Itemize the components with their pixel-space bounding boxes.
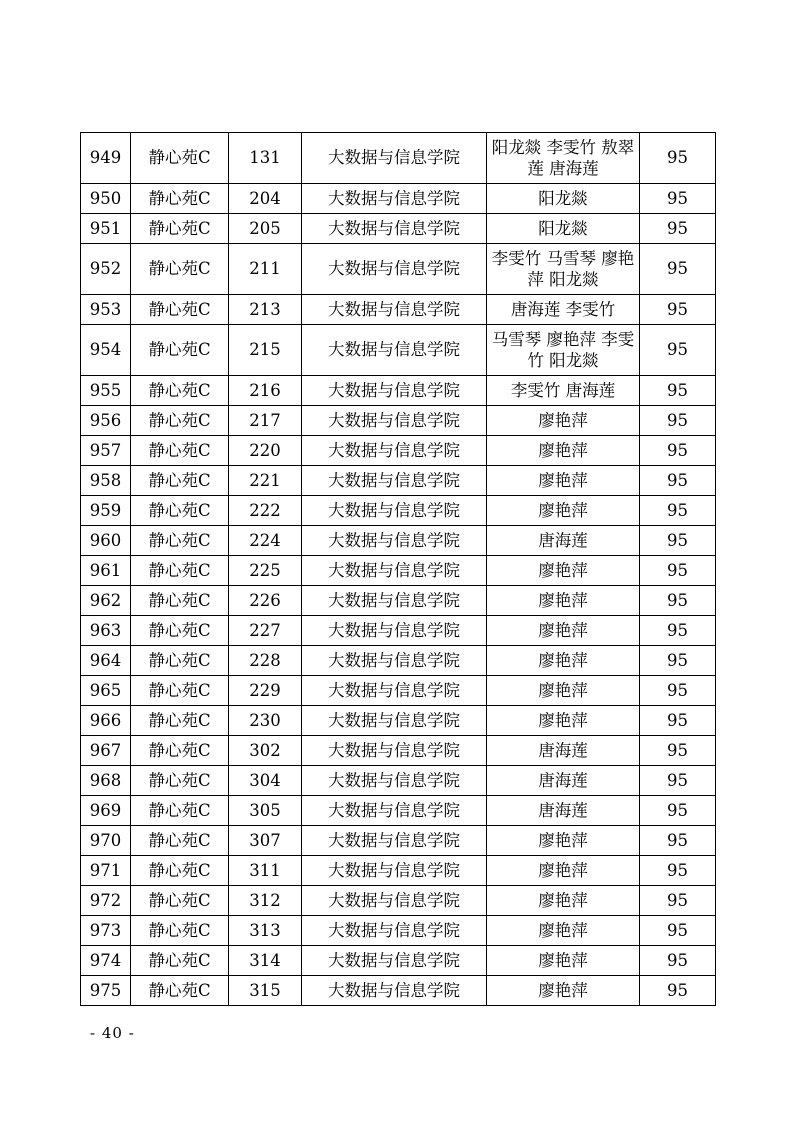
- building-cell: 静心苑C: [131, 646, 229, 676]
- row-number: 972: [81, 886, 131, 916]
- college-cell: 大数据与信息学院: [302, 376, 487, 406]
- score-cell: 95: [640, 184, 716, 214]
- inspectors-cell: 唐海莲 李雯竹: [487, 295, 640, 325]
- table-row: [81, 946, 716, 976]
- college-cell: 大数据与信息学院: [302, 856, 487, 886]
- building-cell: 静心苑C: [131, 556, 229, 586]
- table-row: [81, 376, 716, 406]
- table-row: [81, 406, 716, 436]
- score-cell: 95: [640, 976, 716, 1006]
- room-cell: 213: [229, 295, 302, 325]
- building-cell: 静心苑C: [131, 826, 229, 856]
- score-cell: 95: [640, 133, 716, 184]
- score-cell: 95: [640, 376, 716, 406]
- inspectors-cell: 李雯竹 唐海莲: [487, 376, 640, 406]
- score-cell: 95: [640, 586, 716, 616]
- building-cell: 静心苑C: [131, 616, 229, 646]
- college-cell: 大数据与信息学院: [302, 406, 487, 436]
- inspectors-cell: 廖艳萍: [487, 466, 640, 496]
- table-row: [81, 496, 716, 526]
- room-cell: 217: [229, 406, 302, 436]
- building-cell: 静心苑C: [131, 886, 229, 916]
- building-cell: 静心苑C: [131, 766, 229, 796]
- college-cell: 大数据与信息学院: [302, 736, 487, 766]
- room-cell: 229: [229, 676, 302, 706]
- inspectors-cell: 廖艳萍: [487, 406, 640, 436]
- building-cell: 静心苑C: [131, 586, 229, 616]
- score-cell: 95: [640, 676, 716, 706]
- college-cell: 大数据与信息学院: [302, 295, 487, 325]
- building-cell: 静心苑C: [131, 214, 229, 244]
- inspectors-cell: 阳龙燚: [487, 214, 640, 244]
- row-number: 971: [81, 856, 131, 886]
- table-row: [81, 133, 716, 184]
- building-cell: 静心苑C: [131, 526, 229, 556]
- row-number: 975: [81, 976, 131, 1006]
- row-number: 951: [81, 214, 131, 244]
- inspectors-cell: 阳龙燚: [487, 184, 640, 214]
- building-cell: 静心苑C: [131, 466, 229, 496]
- table-row: [81, 586, 716, 616]
- score-cell: 95: [640, 706, 716, 736]
- table-row: [81, 736, 716, 766]
- room-cell: 304: [229, 766, 302, 796]
- building-cell: 静心苑C: [131, 184, 229, 214]
- room-cell: 311: [229, 856, 302, 886]
- inspectors-cell: 廖艳萍: [487, 856, 640, 886]
- room-cell: 205: [229, 214, 302, 244]
- score-cell: 95: [640, 886, 716, 916]
- row-number: 965: [81, 676, 131, 706]
- building-cell: 静心苑C: [131, 436, 229, 466]
- room-cell: 230: [229, 706, 302, 736]
- building-cell: 静心苑C: [131, 325, 229, 376]
- row-number: 974: [81, 946, 131, 976]
- college-cell: 大数据与信息学院: [302, 946, 487, 976]
- score-cell: 95: [640, 556, 716, 586]
- inspectors-cell: 廖艳萍: [487, 886, 640, 916]
- row-number: 949: [81, 133, 131, 184]
- score-cell: 95: [640, 436, 716, 466]
- score-cell: 95: [640, 325, 716, 376]
- building-cell: 静心苑C: [131, 796, 229, 826]
- room-cell: 131: [229, 133, 302, 184]
- table-row: [81, 214, 716, 244]
- row-number: 962: [81, 586, 131, 616]
- inspectors-cell: 廖艳萍: [487, 826, 640, 856]
- inspectors-cell: 唐海莲: [487, 526, 640, 556]
- building-cell: 静心苑C: [131, 916, 229, 946]
- table-row: [81, 856, 716, 886]
- room-cell: 216: [229, 376, 302, 406]
- college-cell: 大数据与信息学院: [302, 616, 487, 646]
- table-row: [81, 766, 716, 796]
- table-row: [81, 526, 716, 556]
- row-number: 964: [81, 646, 131, 676]
- row-number: 959: [81, 496, 131, 526]
- college-cell: 大数据与信息学院: [302, 586, 487, 616]
- score-cell: 95: [640, 214, 716, 244]
- room-cell: 220: [229, 436, 302, 466]
- college-cell: 大数据与信息学院: [302, 436, 487, 466]
- score-cell: 95: [640, 916, 716, 946]
- table-row: [81, 436, 716, 466]
- building-cell: 静心苑C: [131, 133, 229, 184]
- table-row: [81, 184, 716, 214]
- inspectors-cell: 廖艳萍: [487, 616, 640, 646]
- inspectors-cell: 廖艳萍: [487, 496, 640, 526]
- building-cell: 静心苑C: [131, 295, 229, 325]
- building-cell: 静心苑C: [131, 706, 229, 736]
- score-cell: 95: [640, 646, 716, 676]
- row-number: 973: [81, 916, 131, 946]
- score-cell: 95: [640, 406, 716, 436]
- inspectors-cell: 唐海莲: [487, 766, 640, 796]
- row-number: 961: [81, 556, 131, 586]
- inspectors-cell: 马雪琴 廖艳萍 李雯竹 阳龙燚: [487, 325, 640, 376]
- college-cell: 大数据与信息学院: [302, 325, 487, 376]
- room-cell: 226: [229, 586, 302, 616]
- row-number: 970: [81, 826, 131, 856]
- table-row: [81, 616, 716, 646]
- table-row: [81, 676, 716, 706]
- college-cell: 大数据与信息学院: [302, 556, 487, 586]
- row-number: 967: [81, 736, 131, 766]
- college-cell: 大数据与信息学院: [302, 496, 487, 526]
- college-cell: 大数据与信息学院: [302, 184, 487, 214]
- inspectors-cell: 唐海莲: [487, 796, 640, 826]
- table-row: [81, 796, 716, 826]
- row-number: 968: [81, 766, 131, 796]
- room-cell: 313: [229, 916, 302, 946]
- college-cell: 大数据与信息学院: [302, 706, 487, 736]
- score-cell: 95: [640, 856, 716, 886]
- room-cell: 222: [229, 496, 302, 526]
- row-number: 957: [81, 436, 131, 466]
- score-cell: 95: [640, 526, 716, 556]
- room-cell: 302: [229, 736, 302, 766]
- row-number: 969: [81, 796, 131, 826]
- college-cell: 大数据与信息学院: [302, 916, 487, 946]
- building-cell: 静心苑C: [131, 676, 229, 706]
- score-cell: 95: [640, 946, 716, 976]
- inspectors-cell: 廖艳萍: [487, 976, 640, 1006]
- table-row: [81, 556, 716, 586]
- row-number: 954: [81, 325, 131, 376]
- score-cell: 95: [640, 496, 716, 526]
- table-row: [81, 244, 716, 295]
- row-number: 958: [81, 466, 131, 496]
- score-cell: 95: [640, 466, 716, 496]
- dorm-inspection-table: [80, 132, 716, 1006]
- college-cell: 大数据与信息学院: [302, 466, 487, 496]
- score-cell: 95: [640, 616, 716, 646]
- building-cell: 静心苑C: [131, 856, 229, 886]
- college-cell: 大数据与信息学院: [302, 214, 487, 244]
- room-cell: 215: [229, 325, 302, 376]
- room-cell: 227: [229, 616, 302, 646]
- score-cell: 95: [640, 244, 716, 295]
- college-cell: 大数据与信息学院: [302, 244, 487, 295]
- page-number: - 40 -: [90, 1024, 135, 1042]
- row-number: 956: [81, 406, 131, 436]
- inspectors-cell: 廖艳萍: [487, 916, 640, 946]
- inspectors-cell: 廖艳萍: [487, 676, 640, 706]
- college-cell: 大数据与信息学院: [302, 526, 487, 556]
- row-number: 952: [81, 244, 131, 295]
- room-cell: 312: [229, 886, 302, 916]
- inspectors-cell: 廖艳萍: [487, 946, 640, 976]
- building-cell: 静心苑C: [131, 736, 229, 766]
- college-cell: 大数据与信息学院: [302, 676, 487, 706]
- table-row: [81, 466, 716, 496]
- college-cell: 大数据与信息学院: [302, 976, 487, 1006]
- room-cell: 211: [229, 244, 302, 295]
- row-number: 966: [81, 706, 131, 736]
- building-cell: 静心苑C: [131, 946, 229, 976]
- building-cell: 静心苑C: [131, 244, 229, 295]
- college-cell: 大数据与信息学院: [302, 766, 487, 796]
- building-cell: 静心苑C: [131, 376, 229, 406]
- inspectors-cell: 廖艳萍: [487, 706, 640, 736]
- table-row: [81, 295, 716, 325]
- score-cell: 95: [640, 736, 716, 766]
- score-cell: 95: [640, 766, 716, 796]
- table-row: [81, 886, 716, 916]
- score-cell: 95: [640, 295, 716, 325]
- inspectors-cell: 李雯竹 马雪琴 廖艳萍 阳龙燚: [487, 244, 640, 295]
- college-cell: 大数据与信息学院: [302, 826, 487, 856]
- inspectors-cell: 阳龙燚 李雯竹 敖翠莲 唐海莲: [487, 133, 640, 184]
- college-cell: 大数据与信息学院: [302, 886, 487, 916]
- room-cell: 307: [229, 826, 302, 856]
- room-cell: 228: [229, 646, 302, 676]
- row-number: 950: [81, 184, 131, 214]
- room-cell: 204: [229, 184, 302, 214]
- row-number: 963: [81, 616, 131, 646]
- table-row: [81, 916, 716, 946]
- room-cell: 225: [229, 556, 302, 586]
- score-cell: 95: [640, 796, 716, 826]
- building-cell: 静心苑C: [131, 976, 229, 1006]
- table-row: [81, 826, 716, 856]
- table-row: [81, 646, 716, 676]
- score-cell: 95: [640, 826, 716, 856]
- college-cell: 大数据与信息学院: [302, 796, 487, 826]
- inspectors-cell: 廖艳萍: [487, 556, 640, 586]
- building-cell: 静心苑C: [131, 496, 229, 526]
- table-row: [81, 706, 716, 736]
- room-cell: 315: [229, 976, 302, 1006]
- inspectors-cell: 廖艳萍: [487, 586, 640, 616]
- room-cell: 305: [229, 796, 302, 826]
- inspectors-cell: 廖艳萍: [487, 646, 640, 676]
- row-number: 960: [81, 526, 131, 556]
- college-cell: 大数据与信息学院: [302, 646, 487, 676]
- room-cell: 221: [229, 466, 302, 496]
- table-row: [81, 325, 716, 376]
- row-number: 953: [81, 295, 131, 325]
- room-cell: 314: [229, 946, 302, 976]
- table-body: [81, 133, 716, 1006]
- table-row: [81, 976, 716, 1006]
- inspectors-cell: 廖艳萍: [487, 436, 640, 466]
- college-cell: 大数据与信息学院: [302, 133, 487, 184]
- row-number: 955: [81, 376, 131, 406]
- room-cell: 224: [229, 526, 302, 556]
- building-cell: 静心苑C: [131, 406, 229, 436]
- inspectors-cell: 唐海莲: [487, 736, 640, 766]
